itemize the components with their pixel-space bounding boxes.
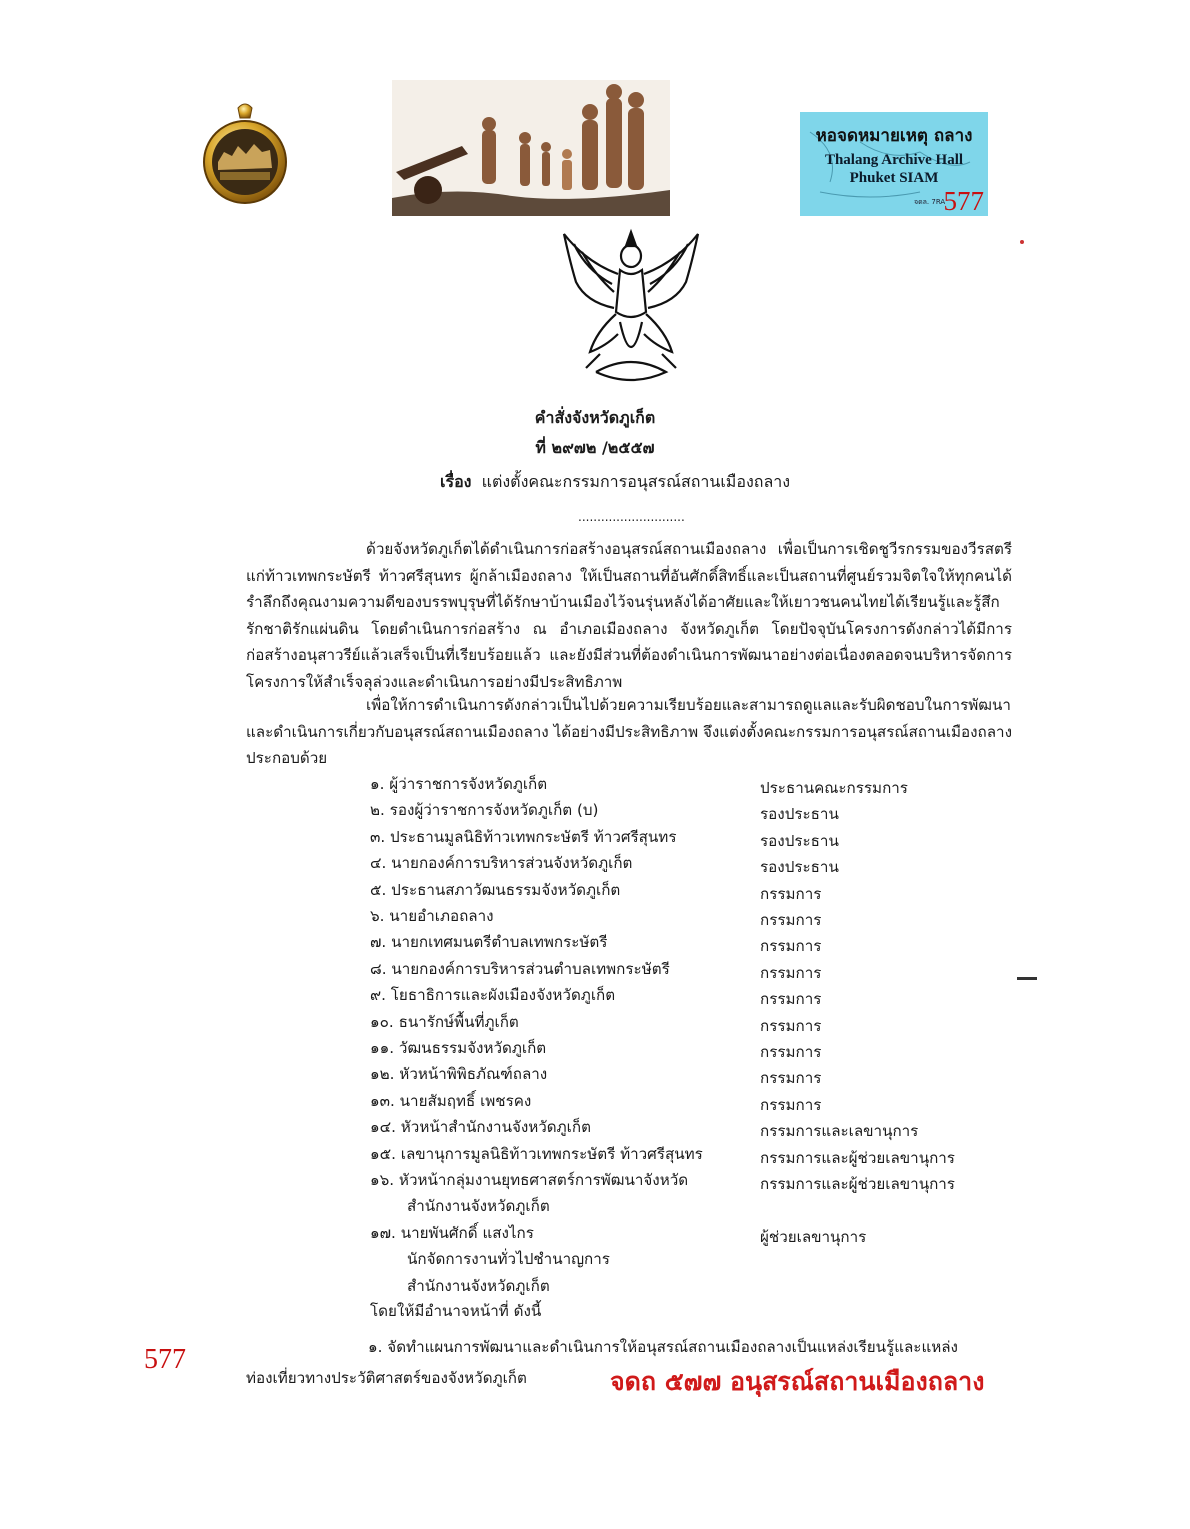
committee-member-detail: สำนักงานจังหวัดภูเก็ต [407,1276,550,1295]
committee-member-name: ๑๕. เลขานุการมูลนิธิท้าวเทพกระษัตรี ท้าวศรีสุนทร [370,1144,703,1163]
committee-member-role: รองประธาน [760,858,839,877]
committee-member-name: ๑๔. หัวหน้าสำนักงานจังหวัดภูเก็ต [370,1118,591,1137]
committee-member-detail: สำนักงานจังหวัดภูเก็ต [407,1197,550,1216]
paragraph-1 [246,536,1012,695]
committee-member-name: ๖. นายอำเภอถลาง [370,907,494,925]
committee-member-name: ๔. นายกองค์การบริหารส่วนจังหวัดภูเก็ต [370,854,633,873]
committee-member-role: กรรมการ [760,937,822,956]
duties-intro: โดยให้มีอำนาจหน้าที่ ดังนี้ [370,1302,542,1320]
committee-member-role: กรรมการและเลขานุการ [760,1122,919,1141]
committee-member-role: กรรมการ [760,990,822,1009]
committee-member-role: กรรมการ [760,963,822,982]
statues-image [392,80,670,216]
committee-member-detail: นักจัดการงานทั่วไปชำนาญการ [407,1250,610,1269]
paragraph-2 [246,692,1012,772]
committee-member-role: ผู้ช่วยเลขานุการ [760,1227,867,1246]
paragraph-2-text: เพื่อให้การดำเนินการดังกล่าวเป็นไปด้วยความเรียบร้อยและสามารถดูแลและรับผิดชอบในการพัฒนาและดำเนินการเกี่ยวกับอนุสรณ์สถานเมืองถลาง ได้อย่างมีประสิทธิภาพ จึงแต่งตั้งคณะกรรมการอนุสรณ์สถานเมืองถลาง ประกอบด้วย [246,696,1012,767]
committee-member-role: รองประธาน [760,805,839,824]
committee-member-name: ๑๗. นายพันศักดิ์ แสงไกร [370,1223,534,1242]
subject-label: เรื่อง [440,472,472,491]
committee-member-role: กรรมการและผู้ช่วยเลขานุการ [760,1175,955,1193]
garuda-emblem-icon [556,222,706,392]
duty-1-line-1: ๑. จัดทำแผนการพัฒนาและดำเนินการให้อนุสรณ์สถานเมืองถลางเป็นแหล่งเรียนรู้และแหล่ง [368,1338,958,1356]
committee-member-role: กรรมการ [760,1069,822,1088]
archive-label-box [800,112,988,216]
committee-member-role: กรรมการ [760,884,822,903]
archive-small-label: จดล. 7RA [914,198,946,206]
duty-1-line-2: ท่องเที่ยวทางประวัติศาสตร์ของจังหวัดภูเก็ต [246,1369,527,1387]
subject-line [440,470,840,495]
archive-title-en: Thalang Archive Hall [824,152,964,168]
committee-member-role: กรรมการ [760,1016,822,1035]
committee-member-name: ๑๑. วัฒนธรรมจังหวัดภูเก็ต [370,1039,547,1057]
paragraph-1-text: ด้วยจังหวัดภูเก็ตได้ดำเนินการก่อสร้างอนุสรณ์สถานเมืองถลาง เพื่อเป็นการเชิดชูวีรกรรมของวีรสตรีแก่ท้าวเทพกระษัตรี ท้าวศรีสุนทร ผู้กล้าเมืองถลาง ให้เป็นสถานที่อันศักดิ์สิทธิ์และเป็นสถานที่ศูนย์รวมจิตใจให้ทุกคนได้รำลึกถึงคุณงามความดีของบรรพบุรุษที่ได้รักษาบ้านเมืองไว้จนรุ่นหลังได้อาศัยและให้เยาวชนคนไทยได้เรียนรู้และรู้สึกรักชาติรักแผ่นดิน โดยดำเนินการก่อสร้าง ณ อำเภอเมืองถลาง จังหวัดภูเก็ต โดยปัจจุบันโครงการดังกล่าวได้มีการก่อสร้างอนุสาวรีย์แล้วเสร็จเป็นที่เรียบร้อยแล้ว และยังมีส่วนที่ต้องดำเนินการพัฒนาอย่างต่อเนื่องตลอดจนบริหารจัดการโครงการให้สำเร็จลุล่วงและดำเนินการอย่างมีประสิทธิภาพ [246,540,1012,691]
committee-member-name: ๒. รองผู้ว่าราชการจังหวัดภูเก็ต (บ) [370,801,599,820]
committee-member-name: ๙. โยธาธิการและผังเมืองจังหวัดภูเก็ต [370,986,616,1005]
stray-mark [1020,240,1024,244]
committee-member-name: ๑๓. นายสัมฤทธิ์ เพชรคง [370,1091,532,1110]
committee-member-role: กรรมการและผู้ช่วยเลขานุการ [760,1148,955,1167]
committee-member-name: ๑๒. หัวหน้าพิพิธภัณฑ์ถลาง [370,1065,548,1084]
committee-member-name: ๑. ผู้ว่าราชการจังหวัดภูเก็ต [370,775,548,793]
committee-member-name: ๕. ประธานสภาวัฒนธรรมจังหวัดภูเก็ต [370,880,621,899]
committee-member-role: ประธานคณะกรรมการ [760,779,908,797]
committee-member-role: กรรมการ [760,911,822,929]
medal-image [202,100,288,212]
committee-member-name: ๑๖. หัวหน้ากลุ่มงานยุทธศาสตร์การพัฒนาจังหวัด [370,1171,689,1189]
archive-title-thai: หอจดหมายเหตุ ถลาง [815,126,973,146]
stray-mark [1017,977,1037,980]
committee-member-name: ๗. นายกเทศมนตรีตำบลเทพกระษัตรี [370,933,608,952]
committee-member-role: กรรมการ [760,1043,822,1061]
committee-member-name: ๑๐. ธนารักษ์พื้นที่ภูเก็ต [370,1012,519,1031]
archive-page-number: 577 [943,186,984,216]
committee-member-name: ๓. ประธานมูลนิธิท้าวเทพกระษัตรี ท้าวศรีสุนทร [370,827,677,846]
committee-member-name: ๘. นายกองค์การบริหารส่วนตำบลเทพกระษัตรี [370,959,670,978]
committee-member-role: รองประธาน [760,831,839,850]
subject-text: แต่งตั้งคณะกรรมการอนุสรณ์สถานเมืองถลาง [481,472,791,491]
footer-caption: จดถ ๕๗๗ อนุสรณ์สถานเมืองถลาง [610,1367,985,1396]
archive-location: Phuket SIAM [849,170,939,186]
separator: ............................ [578,510,685,524]
order-title: คำสั่งจังหวัดภูเก็ต [534,408,656,427]
committee-member-role: กรรมการ [760,1095,822,1114]
order-number: ที่ ๒๙๗๒ /๒๕๕๗ [535,438,655,457]
page-number: 577 [144,1344,186,1375]
